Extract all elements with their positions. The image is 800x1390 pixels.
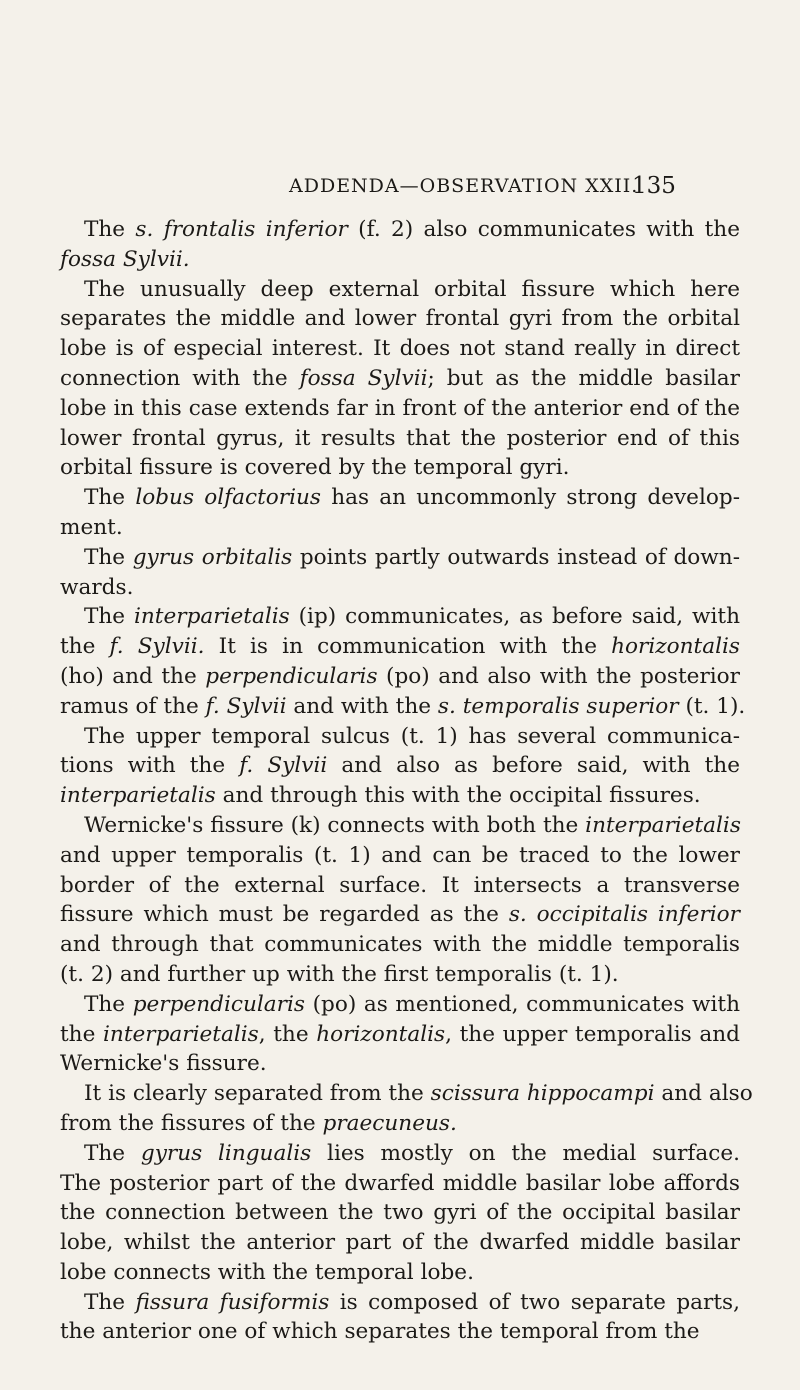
paragraph [60,543,740,603]
text-line [60,573,740,603]
italic-term: fossa Sylvii. [60,246,190,272]
text-segment: (ho) and the [60,663,206,689]
text-segment: The posterior part of the dwarfed middle basilar lobe affords [60,1170,740,1196]
paragraph [60,602,746,721]
text-segment: The [84,217,136,242]
italic-term: lobus olfactorius [135,485,322,511]
text-line [60,424,740,454]
text-segment: and also as before said, with the [327,753,740,779]
italic-term: interparietalis [585,812,741,838]
text-line [60,1139,740,1169]
text-segment: The [84,991,133,1017]
text-segment: and through this with the occipital fissures. [215,783,701,809]
text-line [60,364,740,394]
text-segment: (t. 2) and further up with the first temporalis (t. 1). [60,961,619,987]
text-segment: ramus of the [60,693,206,719]
text-segment: orbital fissure is covered by the temporal gyri. [60,455,570,481]
text-segment: It is in communication with the [204,634,612,660]
text-segment: the anterior one of which separates the temporal from the [60,1319,700,1345]
paragraph [60,215,740,275]
text-line [60,900,740,930]
text-segment: The unusually deep external orbital fissure which here [84,276,740,302]
text-segment: the [60,1021,103,1047]
text-segment: lies mostly on the medial surface. [311,1140,740,1166]
text-segment: The [84,1289,136,1315]
italic-term: interparietalis [60,783,216,809]
text-segment: separates the middle and lower frontal gyri from the orbital [60,306,740,332]
text-line [60,513,740,543]
italic-term: s. occipitalis inferior [508,902,740,928]
text-segment: The [84,544,133,570]
text-line [60,1169,740,1199]
italic-term: horizontalis [316,1021,446,1047]
text-line [60,543,740,573]
text-line [60,632,740,662]
text-segment: (f. 2) also communicates with the [347,217,740,242]
text-line [60,871,740,901]
text-line [60,841,740,871]
text-segment: lobe in this case extends far in front of the anterior end of the [60,395,740,421]
text-segment: and through that communicates with the middle temporalis [60,932,740,958]
text-line [60,990,740,1020]
italic-term: gyrus lingualis [140,1140,312,1166]
text-line [60,334,740,364]
text-line [60,1198,740,1228]
text-segment: It is clearly separated from the [84,1081,431,1107]
italic-term: horizontalis [611,634,740,660]
text-line [60,1079,753,1109]
text-segment: has an uncommonly strong develop- [321,485,740,511]
text-segment: The [84,604,134,630]
text-line [60,930,740,960]
text-line [60,811,740,841]
text-segment: lobe connects with the temporal lobe. [60,1259,474,1285]
text-line [60,1109,740,1139]
text-line [60,1288,740,1318]
text-line [60,394,740,424]
text-segment: is composed of two separate parts, [329,1289,740,1315]
italic-term: s. temporalis superior [437,693,679,719]
text-segment: and with the [286,693,438,719]
text-segment: The [84,1140,141,1166]
text-line [60,692,746,722]
text-segment: points partly outwards instead of down- [292,544,740,570]
text-line [60,1258,740,1288]
italic-term: s. frontalis inferior [135,217,348,242]
text-segment: the connection between the two gyri of the occipital basilar [60,1200,740,1226]
text-line [60,960,740,990]
text-segment: tions with the [60,753,240,779]
text-segment: and upper temporalis (t. 1) and can be traced to the lower [60,842,740,868]
text-segment: lower frontal gyrus, it results that the posterior end of this [60,425,740,451]
paragraph [60,275,740,484]
italic-term: f. Sylvii [205,693,287,719]
text-line [60,662,740,692]
body-text [60,215,753,1347]
italic-term: gyrus orbitalis [132,544,293,570]
text-segment: ment. [60,514,123,540]
text-segment: (t. 1). [678,693,746,719]
text-segment: (po) and also with the posterior [377,663,740,689]
text-line [60,275,740,305]
text-line [60,1228,740,1258]
italic-term: scissura hippocampi [430,1081,655,1107]
paragraph [60,722,740,811]
running-title: ADDENDA—OBSERVATION XXII. [289,175,639,197]
paragraph [60,811,740,990]
page-number: 135 [632,173,676,199]
text-line [60,1317,740,1347]
text-segment: from the fissures of the [60,1110,323,1136]
text-line [60,483,740,513]
italic-term: f. Sylvii [239,753,328,779]
text-segment: and also [654,1081,753,1107]
italic-term: praecuneus. [322,1110,457,1136]
text-segment: lobe, whilst the anterior part of the dwarfed middle basilar [60,1230,740,1256]
text-line [60,304,740,334]
text-segment: The [84,485,136,511]
italic-term: fossa Sylvii [299,365,428,391]
paragraph [60,1288,740,1348]
text-line [60,215,740,245]
text-line [60,781,740,811]
italic-term: f. Sylvii. [109,634,205,660]
text-line [60,245,740,275]
paragraph [60,1079,753,1139]
italic-term: interparietalis [103,1021,259,1047]
paragraph [60,1139,740,1288]
text-segment: lobe is of especial interest. It does not stand really in direct [60,336,740,362]
text-line [60,453,740,483]
paragraph [60,483,740,543]
text-segment: connection with the [60,365,300,391]
text-segment: (ip) communicates, as before said, with [289,604,740,630]
paragraph [60,990,740,1079]
text-line [60,602,740,632]
text-line [60,722,740,752]
text-segment: wards. [60,574,134,600]
text-segment: ; but as the middle basilar [427,365,740,391]
text-line [60,751,740,781]
text-segment: , the [258,1021,317,1047]
text-segment: fissure which must be regarded as the [60,902,509,928]
text-segment: , the upper temporalis and [445,1021,740,1047]
text-segment: Wernicke's fissure. [60,1051,267,1077]
running-head [60,172,740,202]
text-segment: Wernicke's fissure (k) connects with both the [84,812,586,838]
text-line [60,1020,740,1050]
italic-term: perpendicularis [205,663,378,689]
text-segment: (po) as mentioned, communicates with [304,991,740,1017]
italic-term: interparietalis [133,604,290,630]
text-segment: the [60,634,110,660]
italic-term: fissura fusiformis [135,1289,330,1315]
text-line [60,1049,740,1079]
italic-term: perpendicularis [132,991,305,1017]
text-segment: border of the external surface. It intersects a transverse [60,872,740,898]
text-segment: The upper temporal sulcus (t. 1) has several communica- [84,723,740,749]
